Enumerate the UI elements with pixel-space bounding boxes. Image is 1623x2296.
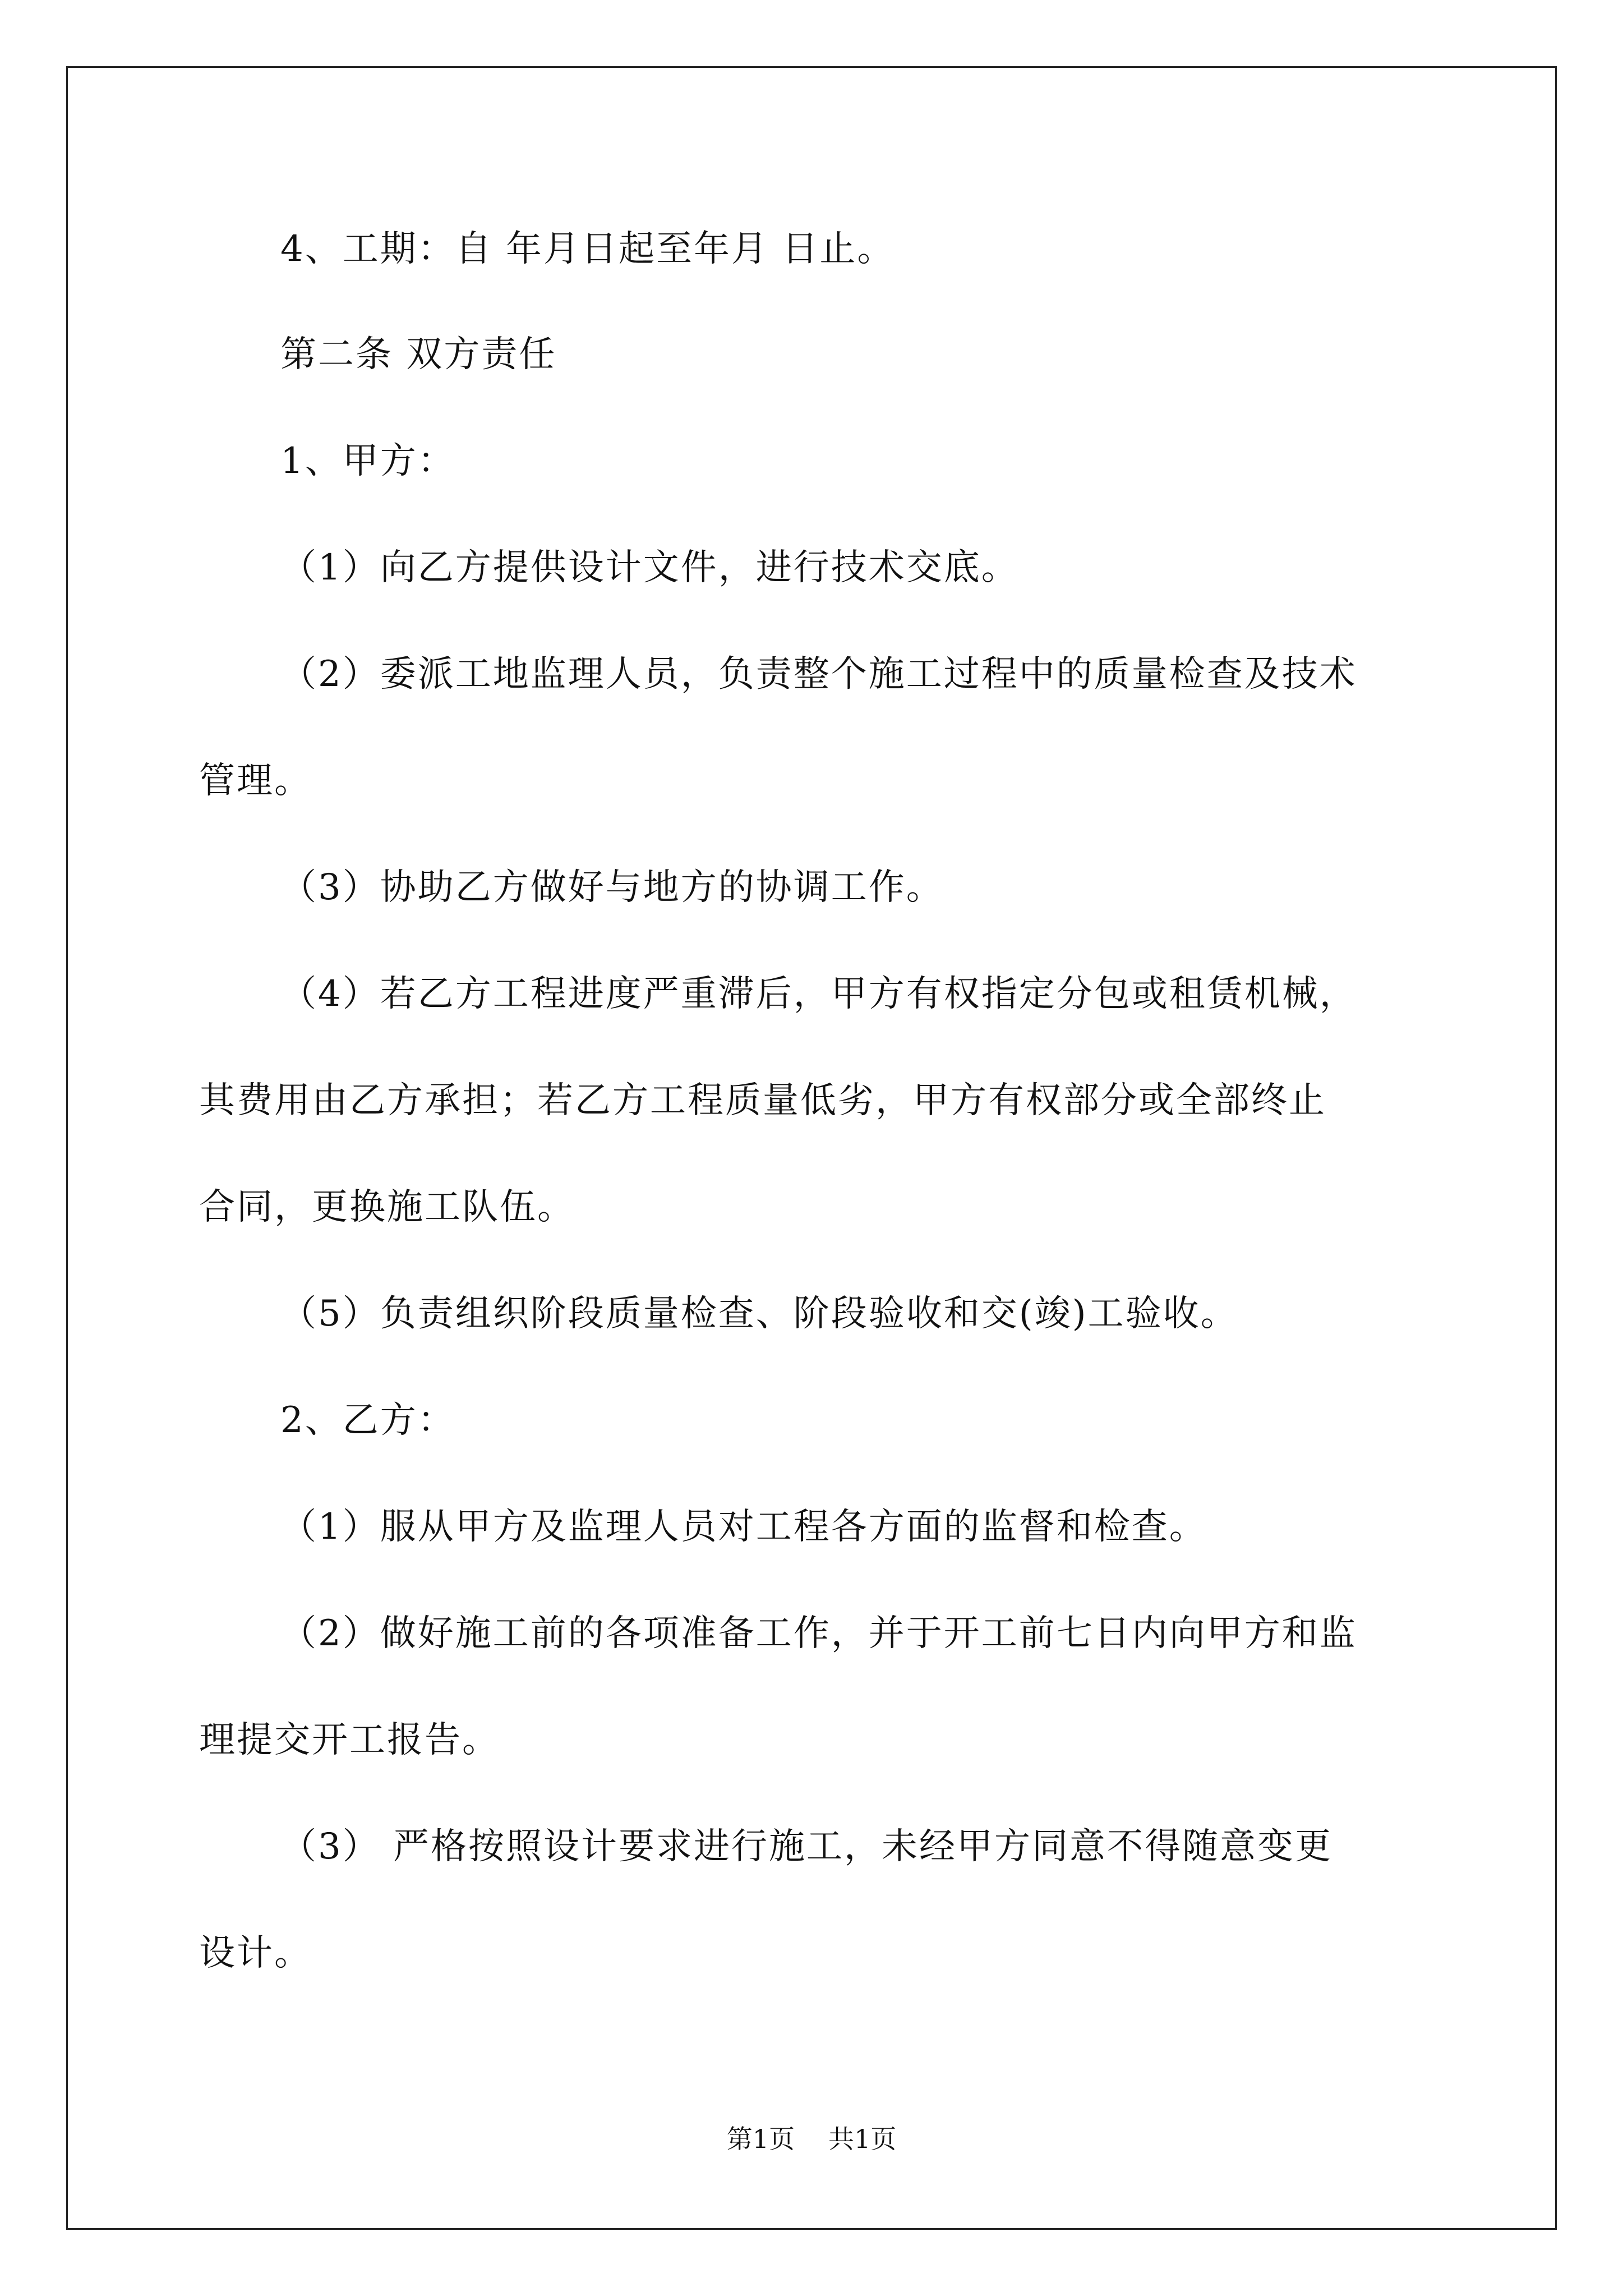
paragraph-line-9: 其费用由乙方承担；若乙方工程质量低劣，甲方有权部分或全部终止: [199, 1080, 1326, 1121]
paragraph-line-16: （3） 严格按照设计要求进行施工，未经甲方同意不得随意变更: [280, 1826, 1333, 1867]
paragraph-line-14: （2）做好施工前的各项准备工作，并于开工前七日内向甲方和监: [280, 1613, 1357, 1654]
paragraph-line-3: 1、甲方：: [280, 440, 455, 482]
paragraph-line-2: 第二条 双方责任: [280, 334, 557, 375]
paragraph-line-17: 设计。: [199, 1932, 312, 1974]
paragraph-line-5: （2）委派工地监理人员，负责整个施工过程中的质量检查及技术: [280, 654, 1357, 695]
paragraph-line-6: 管理。: [199, 760, 312, 802]
paragraph-line-10: 合同，更换施工队伍。: [199, 1186, 575, 1228]
page-border: [66, 66, 1557, 2230]
paragraph-line-1: 4、工期：自 年月日起至年月 日止。: [280, 228, 895, 270]
paragraph-line-12: 2、乙方：: [280, 1400, 455, 1441]
paragraph-line-15: 理提交开工报告。: [199, 1719, 500, 1761]
page-number: 第1页: [726, 2124, 795, 2154]
paragraph-line-11: （5）负责组织阶段质量检查、阶段验收和交(竣)工验收。: [280, 1293, 1238, 1335]
paragraph-line-4: （1）向乙方提供设计文件，进行技术交底。: [280, 547, 1019, 588]
paragraph-line-13: （1）服从甲方及监理人员对工程各方面的监督和检查。: [280, 1506, 1207, 1548]
paragraph-line-8: （4）若乙方工程进度严重滞后，甲方有权指定分包或租赁机械，: [280, 973, 1357, 1015]
paragraph-line-7: （3）协助乙方做好与地方的协调工作。: [280, 867, 944, 908]
page-total: 共1页: [828, 2124, 897, 2154]
page-footer: [0, 2126, 1623, 2152]
